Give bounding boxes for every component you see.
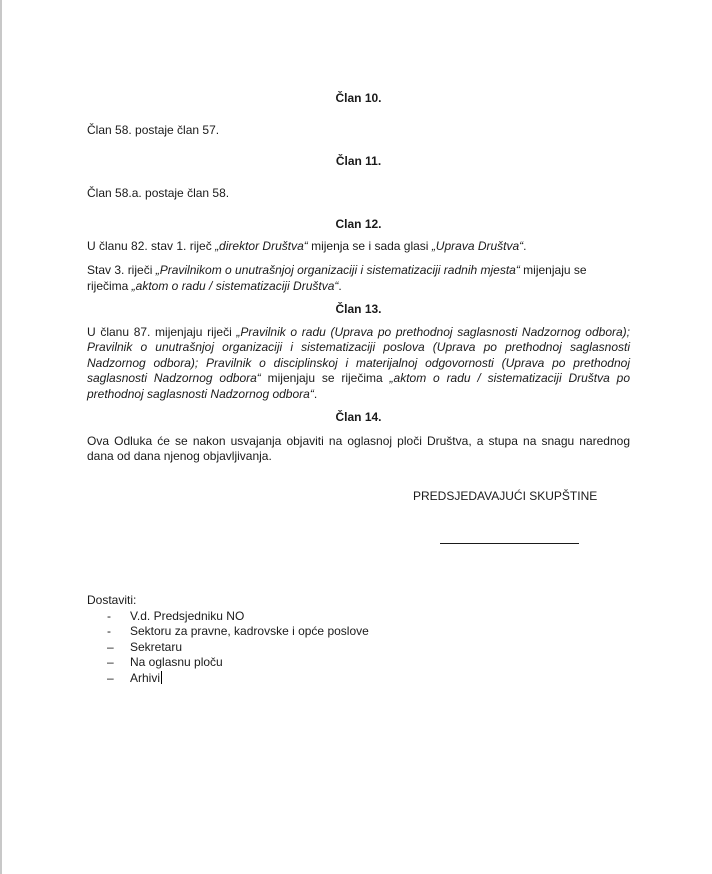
list-item-text: Arhivi xyxy=(130,670,161,685)
list-item xyxy=(87,671,369,687)
article-13-heading: Član 13. xyxy=(335,302,382,316)
list-item-text: Sekretaru xyxy=(130,639,183,654)
article-10-text: Član 58. postaje član 57. xyxy=(87,122,220,137)
article-11-heading: Član 11. xyxy=(335,154,382,168)
list-marker: – xyxy=(107,655,114,669)
quoted-term: „Pravilnik o radu (Uprava po prethodnoj saglasnosti Nadzornog odbora); Pravilnik o unutrašnjoj organizaciji i sistematizaciji poslova (Uprava po prethodnoj saglasnosti Nadzornog odbora); Pravilnik o disciplinskoj i materijalnoj odgovornosti (Uprava po prethodnoj saglasnosti Nadzornog odbora“ xyxy=(87,324,630,385)
list-item xyxy=(87,640,369,656)
text-run: . xyxy=(313,386,318,401)
document-body xyxy=(87,91,630,465)
text-run: mijenjaju se riječima xyxy=(260,371,390,385)
text-run: . xyxy=(523,238,527,253)
text-run: mijenjaju se riječima xyxy=(87,263,587,293)
quoted-term: „aktom o radu / sistematizaciji Društva po prethodnoj saglasnosti Nadzornog odbora“ xyxy=(87,371,630,401)
signature-line xyxy=(440,543,579,544)
article-14-heading: Član 14. xyxy=(335,410,382,424)
article-10-heading: Član 10. xyxy=(335,91,382,105)
list-marker: - xyxy=(107,608,111,623)
list-marker: – xyxy=(107,639,114,654)
quoted-term: „direktor Društva“ xyxy=(215,238,308,253)
list-item xyxy=(87,624,369,640)
article-12-paragraph-1 xyxy=(87,239,630,255)
article-12-paragraph-2 xyxy=(87,263,630,294)
delivery-section xyxy=(87,593,369,686)
article-12-heading: Clan 12. xyxy=(335,217,382,231)
delivery-list xyxy=(87,609,369,687)
text-run: . xyxy=(338,278,342,293)
list-marker: - xyxy=(107,624,111,638)
list-item xyxy=(87,655,369,671)
text-run: U članu 82. stav 1. riječ xyxy=(87,238,216,253)
list-item-text: V.d. Predsjedniku NO xyxy=(130,608,245,623)
article-13-text xyxy=(87,325,630,403)
text-run: mijenja se i sada glasi xyxy=(307,238,432,253)
list-item-text: Na oglasnu ploču xyxy=(130,655,223,669)
quoted-term: „Uprava Društva“ xyxy=(431,238,524,253)
signature-title: PREDSJEDAVAJUĆI SKUPŠTINE xyxy=(413,489,598,503)
list-marker: – xyxy=(107,670,114,685)
text-run: U članu 87. mijenjaju riječi xyxy=(87,324,237,339)
text-run: Stav 3. riječi xyxy=(87,263,156,277)
article-11-text: Član 58.a. postaje član 58. xyxy=(87,185,230,200)
quoted-term: „aktom o radu / sistematizaciji Društva“ xyxy=(131,278,339,293)
quoted-term: „Pravilnikom o unutrašnjoj organizaciji i sistematizaciji radnih mjesta“ xyxy=(155,263,520,277)
delivery-label: Dostaviti: xyxy=(87,593,137,607)
list-item xyxy=(87,609,369,625)
text-cursor xyxy=(161,671,162,684)
list-item-text: Sektoru za pravne, kadrovske i opće poslove xyxy=(130,624,369,638)
article-14-text: Ova Odluka će se nakon usvajanja objaviti na oglasnoj ploči Društva, a stupa na snagu narednog dana od dana njenog objavljivanja. xyxy=(87,433,630,463)
